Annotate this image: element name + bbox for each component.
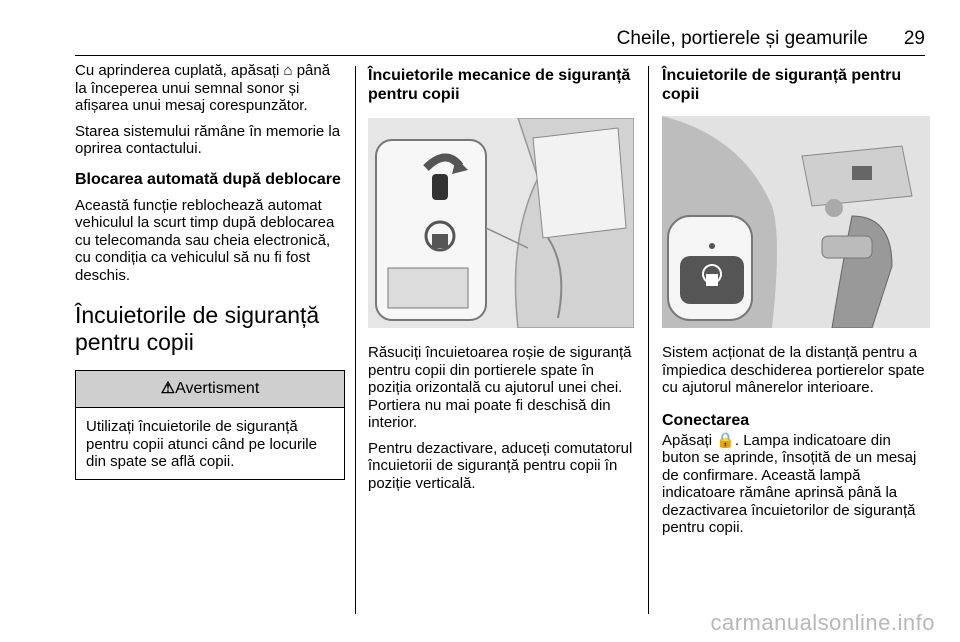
warning-box [75,370,345,480]
paragraph: Starea sistemului rămâne în memorie la oprirea contactului. [75,122,341,157]
subheading: Conectarea [662,411,750,429]
subheading: Blocarea automată după deblocare [75,170,341,188]
warning-header [76,371,344,408]
column-2 [368,62,634,500]
warning-text: Utilizați încuietorile de siguranță pentru copii atunci când pe locurile din spate se află copii. [86,418,317,470]
paragraph: Sistem acționat de la distanță pentru a împiedica deschiderea portierelor spate cu ajutorul mânerelor interioare. [662,344,925,396]
header-rule [75,55,925,56]
subheading: Încuietorile mecanice de siguranță pentru copii [368,67,631,103]
column-divider [355,66,356,614]
watermark: carmanualsonline.info [710,610,935,635]
door-lock-illustration [368,118,634,328]
page-header-title: Cheile, portierele și geamurile [616,28,868,49]
section-title: Încuietorile de siguranță pentru copii [75,302,320,355]
paragraph: Această funcție reblochează automat vehiculul la scurt timp după deblocarea cu telecomanda sau cheia electronică, cu condiția ca vehiculul să nu fi fost deschis. [75,196,335,284]
console-drawing [662,116,930,328]
column-3 [662,62,930,545]
warning-title: Avertisment [175,380,260,397]
column-divider [648,66,649,614]
paragraph: Apăsați 🔒. Lampa indicatoare din buton se aprinde, însoțită de un mesaj de confirmare. Această lampă indicatoare rămâne aprinsă până la dezactivarea încuietorilor de siguranță pentru copii. [662,431,917,536]
warning-body [76,408,344,479]
paragraph: Cu aprinderea cuplată, apăsați ⌂ până la începerea unui semnal sonor și afișarea unui mesaj corespunzător. [75,62,331,114]
page-number: 29 [903,28,925,49]
paragraph: Pentru dezactivare, aduceți comutatorul încuietorii de siguranță pentru copii în poziție verticală. [368,439,633,492]
column-1 [75,62,345,480]
paragraph: Răsuciți încuietoarea roșie de siguranță pentru copii din portierele spate în poziția orizontală cu ajutorul unei chei. Portiera nu mai poate fi deschisă din interior. [368,344,632,431]
subheading: Încuietorile de siguranță pentru copii [662,67,902,103]
door-lock-drawing [368,118,634,328]
child-lock-button-illustration [662,116,930,328]
warning-triangle-icon: ⚠ [160,380,176,397]
